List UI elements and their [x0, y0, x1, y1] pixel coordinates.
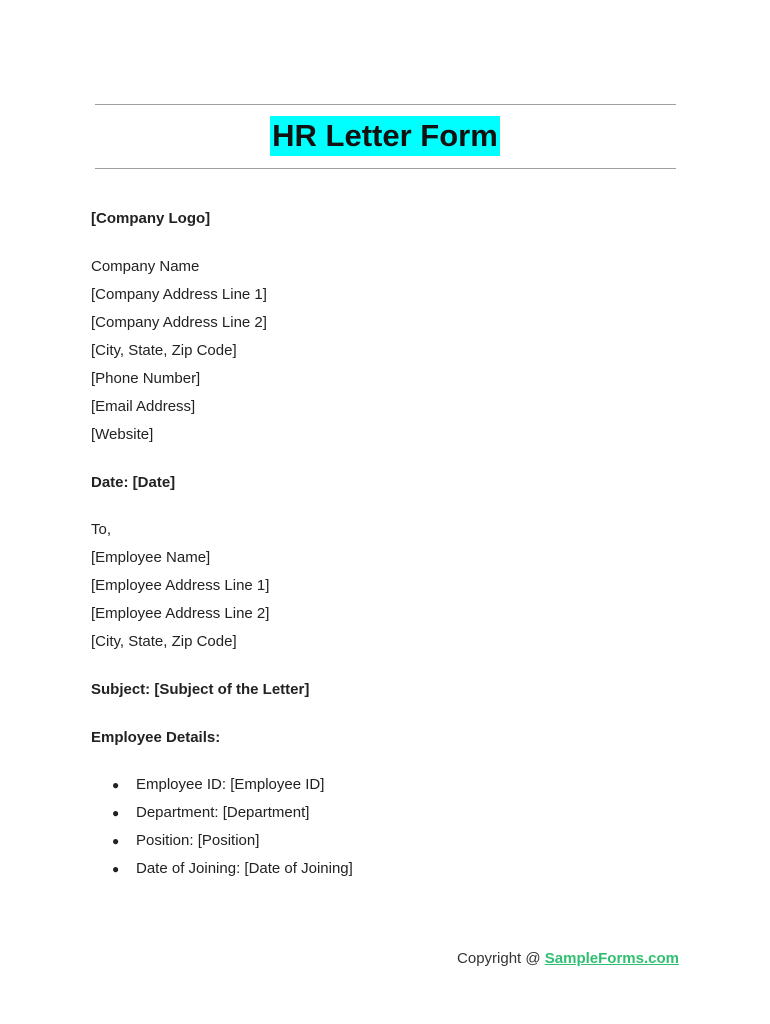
- company-website: [Website]: [91, 426, 154, 443]
- footer-copyright: [457, 949, 679, 969]
- page-title: HR Letter Form: [270, 116, 500, 156]
- recipient-address-line2: [Employee Address Line 2]: [91, 605, 270, 622]
- date-line: Date: [Date]: [91, 474, 176, 491]
- company-email: [Email Address]: [91, 398, 196, 415]
- list-item-text: Department: [Department]: [136, 804, 310, 821]
- footer-prefix: Copyright @: [457, 950, 545, 967]
- list-item: [112, 831, 259, 851]
- company-logo-placeholder: [Company Logo]: [91, 210, 211, 227]
- recipient-name: [Employee Name]: [91, 549, 211, 566]
- company-phone: [Phone Number]: [91, 370, 201, 387]
- title-container: [0, 116, 770, 156]
- company-name: Company Name: [91, 258, 200, 275]
- list-item: [112, 803, 309, 823]
- list-item-text: Position: [Position]: [136, 832, 260, 849]
- bullet-icon: ●: [112, 862, 120, 876]
- company-city-state-zip: [City, State, Zip Code]: [91, 342, 237, 359]
- subject-line: Subject: [Subject of the Letter]: [91, 681, 310, 698]
- list-item: [112, 775, 324, 795]
- footer-brand-link[interactable]: SampleForms.com: [544, 950, 679, 967]
- company-address-line1: [Company Address Line 1]: [91, 286, 267, 303]
- recipient-salutation: To,: [91, 521, 112, 538]
- header-bottom-rule: [95, 168, 676, 169]
- list-item-text: Date of Joining: [Date of Joining]: [136, 860, 353, 877]
- company-address-line2: [Company Address Line 2]: [91, 314, 267, 331]
- bullet-icon: ●: [112, 834, 120, 848]
- recipient-city-state-zip: [City, State, Zip Code]: [91, 633, 237, 650]
- bullet-icon: ●: [112, 806, 120, 820]
- employee-details-heading: Employee Details:: [91, 729, 221, 746]
- bullet-icon: ●: [112, 778, 120, 792]
- header-top-rule: [95, 104, 676, 105]
- recipient-address-line1: [Employee Address Line 1]: [91, 577, 270, 594]
- list-item: [112, 859, 353, 879]
- list-item-text: Employee ID: [Employee ID]: [136, 776, 325, 793]
